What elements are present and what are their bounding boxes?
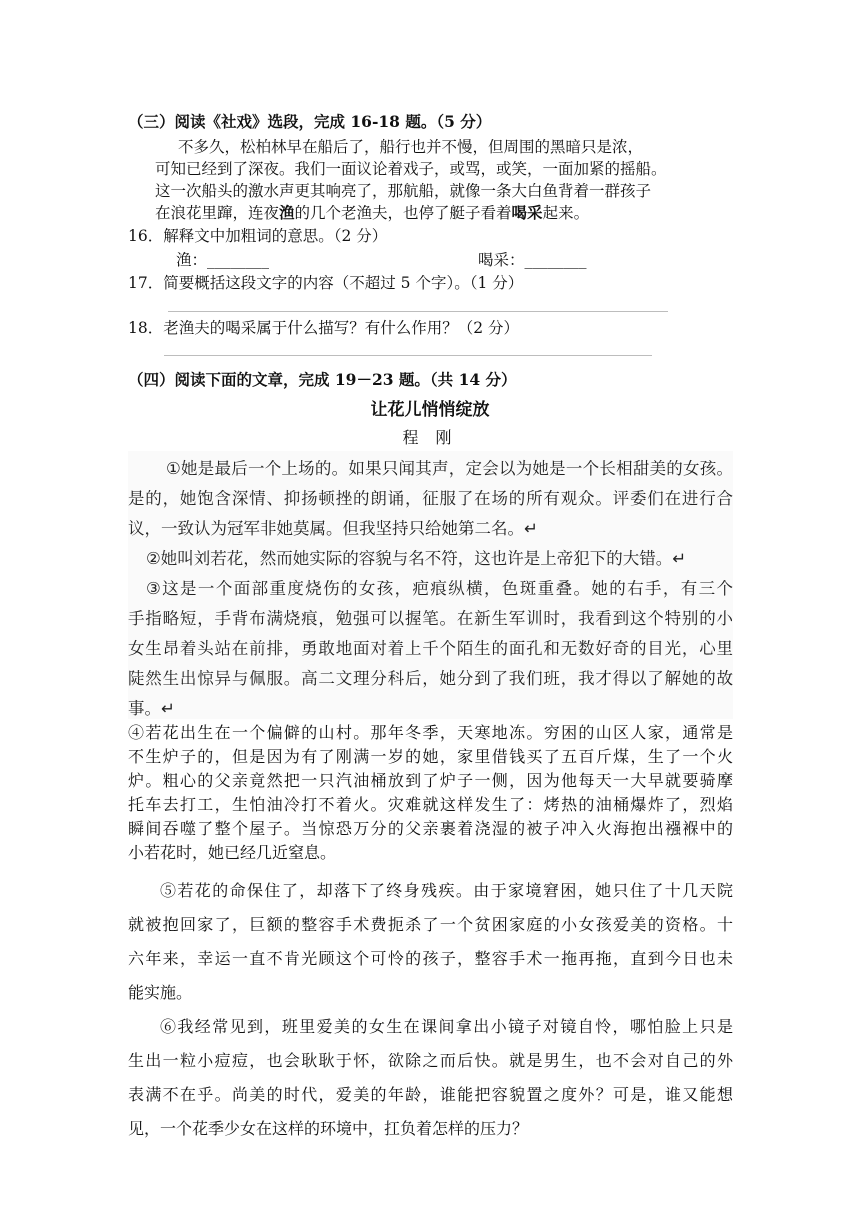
p6-line-2: 生出一粒小痘痘，也会耿耿于怀，欲除之而后快。就是男生，也不会对自己的外: [128, 1051, 733, 1070]
article-title: 让花儿悄悄绽放: [370, 400, 490, 420]
p5-line-1: ⑤若花的命保住了，却落下了终身残疾。由于家境窘困，她只住了十几天院: [160, 881, 733, 900]
scan-line-8: 陡然生出惊异与佩服。高二文理分科后，她分到了我们班，我才得以了解她的故: [128, 669, 733, 688]
p6-line-3: 表满不在乎。尚美的时代，爱美的年龄，谁能把容貌置之度外？可是，谁又能想: [128, 1085, 733, 1104]
scan-line-4: ②她叫刘若花，然而她实际的容貌与名不符，这也许是上帝犯下的大错。↵: [146, 549, 687, 568]
excerpt-line-1: 不多久，松柏林早在船后了，船行也并不慢，但周围的黑暗只是浓，: [178, 138, 644, 156]
scan-line-2: 是的，她饱含深情、抑扬顿挫的朗诵，征服了在场的所有观众。评委们在进行合: [128, 489, 733, 508]
p5-line-4: 能实施。: [128, 983, 193, 1002]
question-17: 17．简要概括这段文字的内容（不超过 5 个字）。（1 分）: [128, 274, 524, 292]
question-16: 16．解释文中加粗词的意思。（2 分）: [128, 227, 388, 245]
p4-line-3: 炉。粗心的父亲竟然把一只汽油桶放到了炉子一侧，因为他每天一大早就要骑摩: [128, 771, 733, 790]
p4-line-2: 不生炉子的，但是因为有了刚满一岁的她，家里借钱买了五百斤煤，生了一个火: [128, 747, 733, 766]
bold-word-hecai: 喝采: [511, 203, 543, 222]
p4-line-6: 小若花时，她已经几近窒息。: [128, 843, 337, 862]
excerpt-line-4-mid: 的几个老渔夫，也停了艇子看着: [294, 204, 512, 222]
excerpt-line-2: 可知已经到了深夜。我们一面议论着戏子，或骂，或笑，一面加紧的摇船。: [155, 160, 667, 178]
scan-line-3: 议，一致认为冠军非她莫属。但我坚持只给她第二名。↵: [128, 519, 538, 538]
answer-line-18[interactable]: [164, 355, 652, 356]
scan-line-7: 女生昂着头站在前排，勇敢地面对着上千个陌生的面孔和无数好奇的目光，心里: [128, 639, 733, 658]
article-author: 程 刚: [402, 428, 458, 447]
scan-line-1: ①她是最后一个上场的。如果只闻其声，定会以为她是一个长相甜美的女孩。: [166, 459, 733, 478]
p5-line-2: 就被抱回家了，巨额的整容手术费扼杀了一个贫困家庭的小女孩爱美的资格。十: [128, 915, 733, 934]
p5-line-3: 六年来，幸运一直不肯光顾这个可怜的孩子，整容手术一拖再拖，直到今日也未: [128, 949, 733, 968]
excerpt-line-4-end: 起来。: [542, 204, 590, 222]
question-16-blank-a[interactable]: 渔：________: [176, 251, 270, 269]
excerpt-line-4: [155, 203, 589, 223]
scan-line-6: 手指略短，手背布满烧痕，勉强可以握笔。在新生军训时，我看到这个特别的小: [128, 609, 733, 628]
section4-heading: （四）阅读下面的文章，完成 19－23 题。（共 14 分）: [128, 370, 517, 389]
p4-line-5: 瞬间吞噬了整个屋子。当惊恐万分的父亲裹着浇湿的被子冲入火海抱出襁褓中的: [128, 819, 733, 838]
excerpt-line-4-start: 在浪花里蹿，连夜: [155, 204, 280, 222]
scan-line-5: ③这是一个面部重度烧伤的女孩，疤痕纵横，色斑重叠。她的右手，有三个: [146, 579, 733, 598]
p4-line-1: ④若花出生在一个偏僻的山村。那年冬季，天寒地冻。穷困的山区人家，通常是: [128, 723, 733, 742]
section3-heading: （三）阅读《社戏》选段，完成 16-18 题。（5 分）: [128, 112, 492, 131]
question-18: 18．老渔夫的喝采属于什么描写？有什么作用？（2 分）: [128, 319, 520, 337]
scan-line-9: 事。↵: [128, 699, 175, 718]
scanned-paragraphs-block: [128, 451, 733, 719]
p4-line-4: 托车去打工，生怕油冷打不着火。灾难就这样发生了：烤热的油桶爆炸了，烈焰: [128, 795, 733, 814]
answer-line-17[interactable]: [168, 311, 668, 312]
p6-line-4: 见，一个花季少女在这样的环境中，扛负着怎样的压力？: [128, 1119, 529, 1138]
excerpt-line-3: 这一次船头的激水声更其响亮了，那航船，就像一条大白鱼背着一群孩子: [155, 182, 652, 200]
p6-line-1: ⑥我经常见到，班里爱美的女生在课间拿出小镜子对镜自怜，哪怕脸上只是: [160, 1017, 733, 1036]
bold-word-yu: 渔: [279, 203, 295, 222]
question-16-blank-b[interactable]: 喝采：________: [478, 251, 587, 269]
